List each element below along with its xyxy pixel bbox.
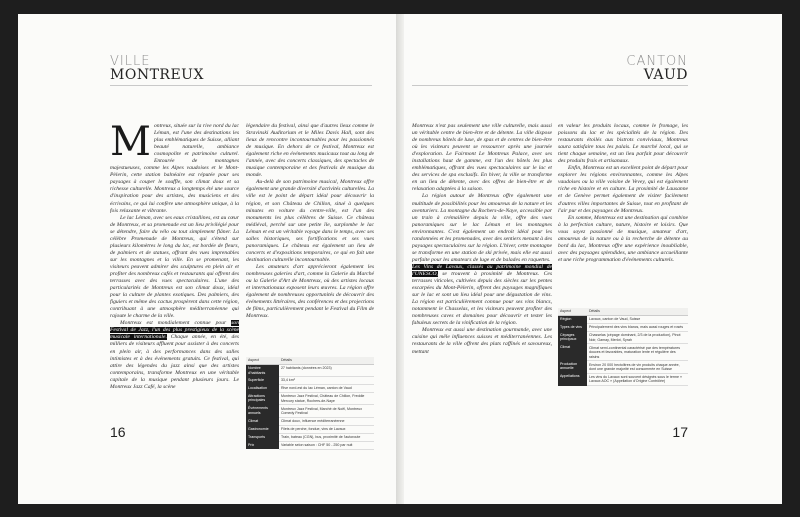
table-row: Cépages principaux Chasselas (cépage dominant, 2/3 de la production), Pinot Noir, Gamay, Merlot, Syrah bbox=[558, 332, 688, 344]
table-row: Transports Train, bateau (CGN), bus, proximité de l'autoroute bbox=[246, 433, 374, 441]
paragraph: légendaire du festival, ainsi que d'autres lieux comme le Stravinski Auditorium et le Miles Davis Hall, sont des lieux de rencontre incontournables pour les passionnés de musique. En dehors de ce festival, Montreux est également riche en événements musicaux tout au long de l'année, avec des concerts classiques, des spectacles de musique contemporaine et des festivals de musique du monde. bbox=[246, 123, 374, 179]
page-gutter bbox=[396, 14, 404, 504]
paragraph: Au-delà de son patrimoine musical, Montreux offre également une grande diversité d'activités culturelles. La ville est le point de départ idéal pour découvrir la région, et son Château de Chillon, situé à quelques minutes en voiture du centre-ville, est l'un des monuments les plus célèbres de Suisse. Ce château médiéval, perché sur une petite île, surplombe le lac Léman et est un véritable voyage dans le temps, avec ses salles historiques, ses fortifications et ses vues panoramiques. Le château est également un lieu de concerts et d'expositions temporaires, ce qui en fait une destination culturelle incontournable. bbox=[246, 179, 374, 263]
text-column-1 bbox=[412, 123, 552, 419]
paragraph: en valeur les produits locaux, comme le fromage, les poissons du lac et les spécialités de la région. Des restaurants étoilés aux bistrots conviviaux, Montreux saura satisfaire tous les palais. Le marché local, qui se tient chaque semaine, est un lieu parfait pour découvrir des produits frais et artisanaux. bbox=[558, 123, 688, 165]
table-row: Événements annuels Montreux Jazz Festival, Marché de Noël, Montreux Comedy Festival bbox=[246, 405, 374, 417]
title-rule bbox=[412, 85, 688, 86]
section-kicker: CANTON bbox=[626, 54, 688, 69]
highlighted-quote: Les Vins de Lavaux, classés au patrimoine mondial de l'UNESCO, bbox=[412, 263, 552, 277]
table-row: Types de vins Principalement des vins blancs, mais aussi rouges et rosés bbox=[558, 324, 688, 332]
facts-table bbox=[246, 357, 374, 450]
table-header: Détails bbox=[587, 308, 688, 316]
table-row: Prix Variable selon saison : CHF 50 - 250 par nuit bbox=[246, 441, 374, 449]
right-page bbox=[404, 14, 782, 504]
page-number: 17 bbox=[672, 424, 688, 440]
table-row: Climat Climat doux, influence méditerranéenne bbox=[246, 417, 374, 425]
table-row: Superficie 33,4 km² bbox=[246, 376, 374, 384]
page-title: MONTREUX bbox=[110, 67, 204, 83]
left-page bbox=[18, 14, 396, 504]
table-row: Localisation Rive nord-est du lac Léman, canton de Vaud bbox=[246, 384, 374, 392]
wine-facts-table bbox=[558, 308, 688, 386]
highlighted-quote: son Festival de Jazz, l'un des plus prestigieux de la scène musicale internationale. bbox=[110, 320, 239, 341]
page-number: 16 bbox=[110, 424, 126, 440]
table-header: Détails bbox=[279, 357, 374, 365]
page-title: VAUD bbox=[643, 67, 688, 83]
title-rule bbox=[110, 85, 372, 86]
paragraph: En somme, Montreux est une destination qui combine à la perfection culture, nature, histoire et loisirs. Que vous soyez passionné de musique, amateur d'art, amoureux de la nature ou à la recherche de détente au bord du lac, Montreux offre une expérience inoubliable, avec des paysages splendides, une ambiance accueillante et une riche programmation d'événements culturels. bbox=[558, 214, 688, 263]
paragraph: Enfin, Montreux est un excellent point de départ pour explorer les régions environnantes, comme les Alpes vaudoises ou la ville voisine de Vevey, qui est également riche en histoire et en culture. La proximité de Lausanne et de Genève permet également de visiter facilement d'autres villes importantes de Suisse, tout en profitant de l'air pur et des paysages de Montreux. bbox=[558, 165, 688, 214]
section-kicker: VILLE bbox=[110, 54, 151, 69]
drop-cap: M bbox=[110, 119, 151, 165]
table-header: Aspect bbox=[558, 308, 587, 316]
paragraph: Les Vins de Lavaux, classés au patrimoine mondial de l'UNESCO, se trouvent à proximité de Montreux. Ces terrasses viticoles, cultivées depuis des siècles sur les pentes escarpées du Mont-Pèlerin, offrent des paysages magnifiques sur le lac et sont un lieu idéal pour une dégustation de vins. La région est particulièrement connue pour ses vins blancs, notamment le Chasselas, et les visiteurs peuvent profiter des nombreuses caves et domaines pour découvrir et tester les fabuleux secrets de la vinification de la région. bbox=[412, 263, 552, 327]
text-column-2 bbox=[246, 123, 374, 353]
paragraph: Les amateurs d'art apprécieront également les nombreuses galeries d'art, comme la Galerie du Marché ou la Galerie d'Art de Montreux, où des artistes locaux et internationaux exposent leurs œuvres. La région offre également de nombreuses opportunités de découvrir des événements littéraires, des conférences et des projections de films, particulièrement pendant le Festival du Film de Montreux. bbox=[246, 263, 374, 320]
table-row: Gastronomie Filets de perche, fondue, vins de Lavaux bbox=[246, 425, 374, 433]
paragraph: Montreux est aussi une destination gourmande, avec une cuisine qui mêle influences suisses et méditerranéennes. Les restaurants de la ville offrent des plats raffinés et savoureux, mettant bbox=[412, 327, 552, 355]
table-row: Région Lavaux, canton de Vaud, Suisse bbox=[558, 316, 688, 324]
table-row: Climat Climat semi-continental caractérisé par des températures douces et favorables, maturation lente et régulière des raisins bbox=[558, 344, 688, 361]
text-column-1 bbox=[110, 119, 239, 408]
paragraph: La région autour de Montreux offre également une multitude de possibilités pour les amoureux de la nature et les aventuriers. La montagne du Rochers-de-Naye, accessible par un train à crémaillère depuis la ville, offre des vues panoramiques sur le lac Léman et les montagnes environnantes. C'est également un endroit idéal pour les randonnées et les promenades, avec des sentiers menant à des paysages spectaculaires sur la région. L'hiver, cette montagne se transforme en une station de ski privée, mais elle est aussi parfaite pour les amateurs de luge et de balades en raquettes. bbox=[412, 193, 552, 263]
paragraph: Montreux est mondialement connue pour son Festival de Jazz, l'un des plus prestigieux de la scène musicale internationale. Chaque année, en été, des milliers de visiteurs affluent pour assister à des concerts en plein air, à des performances dans des salles intimistes et à des événements gratuits. Ce festival, qui attire des légendes du jazz ainsi que des artistes contemporains, transforme Montreux en une véritable capitale de la musique pendant plusieurs jours. Le Montreux Jazz Café, la scène bbox=[110, 320, 239, 390]
table-row: Appellations Les vins du Lavaux sont souvent désignés sous le terme « Lavaux AOC » (Appellation d'Origine Contrôlée) bbox=[558, 373, 688, 385]
paragraph: Le lac Léman, avec ses eaux cristallines, est au cœur de Montreux, et sa promenade est un lieu privilégié pour se détendre, faire du vélo ou tout simplement flâner. La célèbre Promenade de Montreux, qui s'étend sur plusieurs kilomètres le long du lac, est bordée de fleurs, de palmiers et de statues, offrant des vues imprenables sur les montagnes et la ville. En se promenant, les visiteurs peuvent admirer des sculptures en plein air et profiter des nombreux cafés et restaurants qui offrent des terrasses avec des vues spectaculaires. L'une des particularités de Montreux est son climat doux, idéal pour la culture de plantes exotiques. Des palmiers, des figuiers et même des cactus prospèrent dans cette région, contribuant à une atmosphère méditerranéenne qui rajoute le charme de la ville. bbox=[110, 214, 239, 320]
table-row: Attractions principales Montreux Jazz Festival, Château de Chillon, Freddie Mercury statue, Rochers-de-Naye bbox=[246, 392, 374, 404]
text-column-2 bbox=[558, 123, 688, 301]
table-row: Nombre d'habitants 27 habitants (données en 2023) bbox=[246, 365, 374, 377]
paragraph: Montreux n'est pas seulement une ville culturelle, mais aussi un véritable centre de bien-être et de détente. La ville dispose de nombreux hôtels de luxe, de spas et de centres de bien-être où les visiteurs peuvent se ressourcer après une journée d'exploration. Le Fairmont Le Montreux Palace, avec ses installations haut de gamme, est l'un des hôtels les plus emblématiques, offrant des vues spectaculaires sur le lac et des services de spa exclusifs. En hiver, la ville se transforme en un lieu de détente, avec des offres de bien-être et de relaxation adaptées à la saison. bbox=[412, 123, 552, 193]
paragraph: Montreux, située sur la rive nord du lac Léman, est l'une des destinations les plus emblématiques de Suisse, alliant beauté naturelle, ambiance cosmopolite et patrimoine culturel. Entourée de montagnes majestueuses, comme les Alpes vaudoises et le Mont-Pèlerin, cette station balnéaire est réputée pour ses paysages à couper le souffle, son climat doux et sa richesse culturelle. Montreux a longtemps été une source d'inspiration pour des artistes, des musiciens et des écrivains, ce qui lui confère une atmosphère unique, à la fois relaxante et vibrante. bbox=[110, 119, 239, 214]
table-header: Aspect bbox=[246, 357, 279, 365]
table-row: Production annuelle Environ 20 000 hectolitres de vin produits chaque année, dont une grande majorité est consommée en Suisse bbox=[558, 361, 688, 373]
